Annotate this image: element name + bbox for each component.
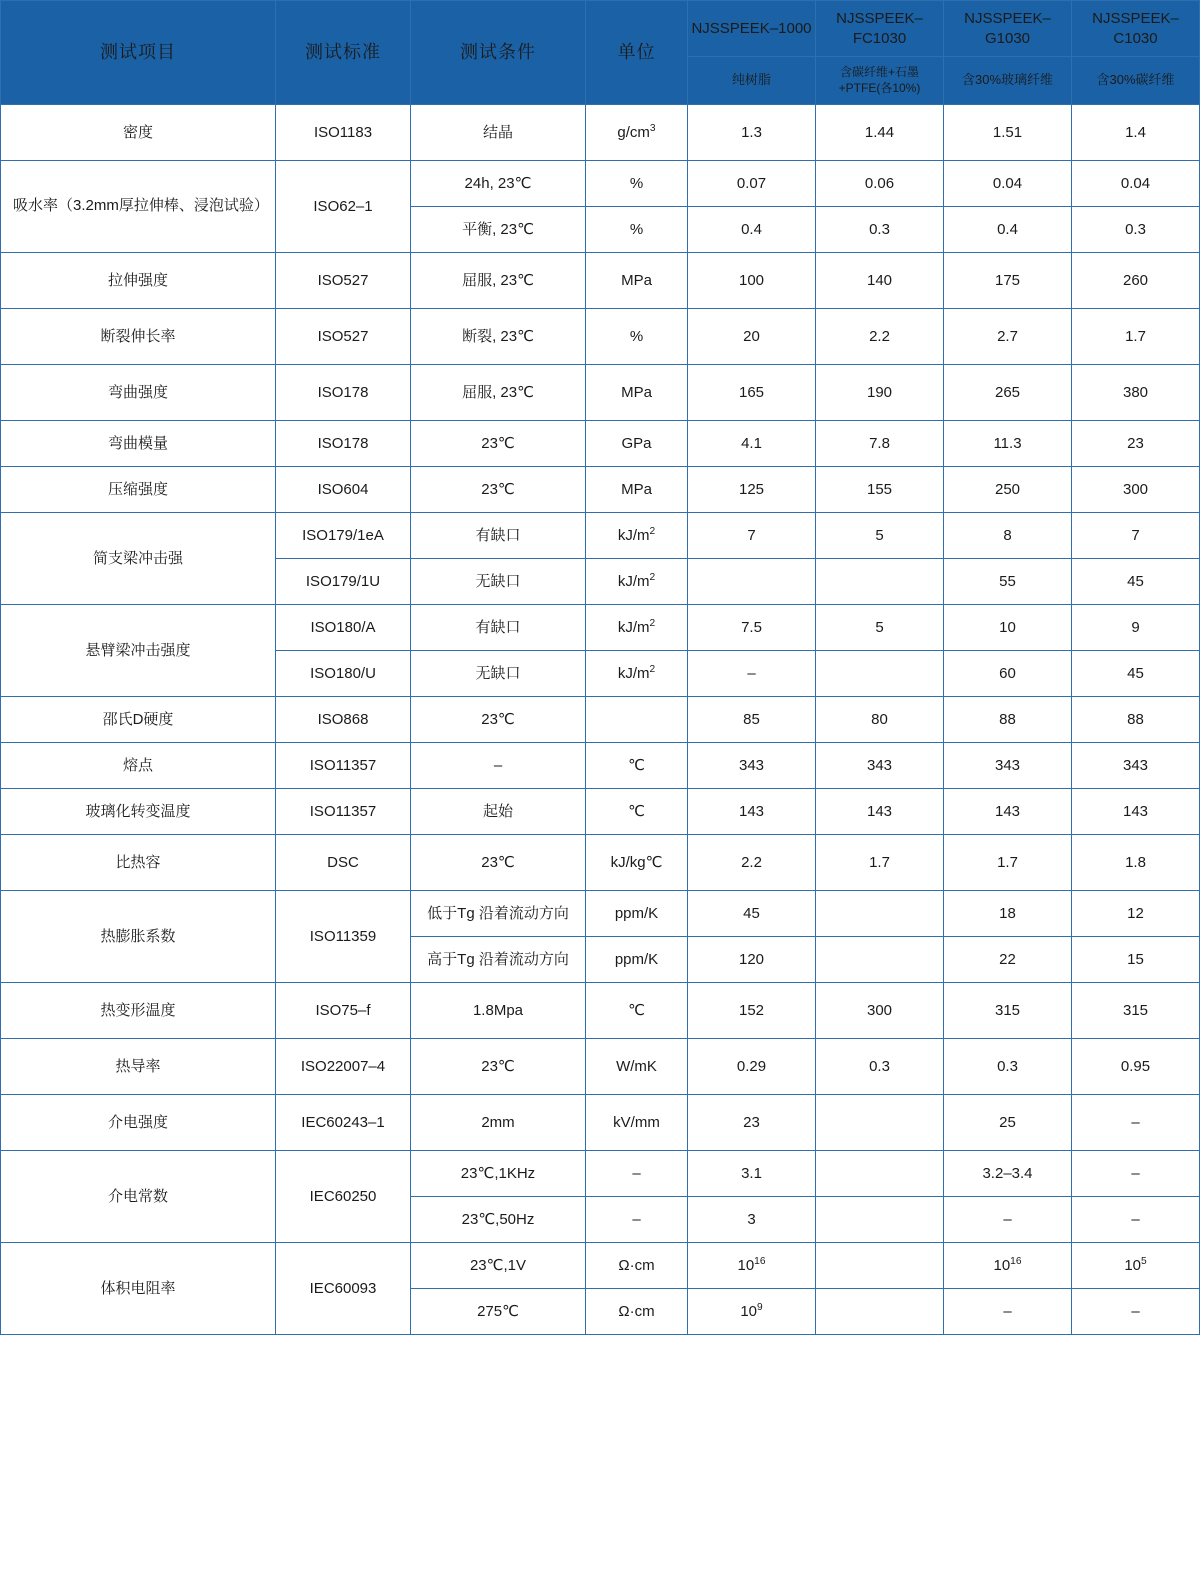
cell-value-grade-1 <box>688 559 816 605</box>
cell-test-standard: ISO1183 <box>276 105 411 161</box>
cell-value-grade-3: 0.4 <box>944 207 1072 253</box>
cell-value-grade-2: 5 <box>816 513 944 559</box>
table-row <box>1 1039 1200 1095</box>
cell-test-item: 拉伸强度 <box>1 253 276 309</box>
cell-test-standard: ISO62–1 <box>276 161 411 253</box>
cell-value-grade-4: – <box>1072 1289 1200 1335</box>
cell-value-grade-2 <box>816 1197 944 1243</box>
table-row <box>1 697 1200 743</box>
cell-value-grade-2: 143 <box>816 789 944 835</box>
cell-test-standard: ISO180/U <box>276 651 411 697</box>
table-row <box>1 891 1200 937</box>
cell-value-grade-4: 380 <box>1072 365 1200 421</box>
cell-value-grade-3: 343 <box>944 743 1072 789</box>
cell-test-item: 比热容 <box>1 835 276 891</box>
cell-unit: % <box>586 309 688 365</box>
table-row <box>1 467 1200 513</box>
cell-value-grade-4: 0.95 <box>1072 1039 1200 1095</box>
cell-test-condition: 23℃,50Hz <box>411 1197 586 1243</box>
cell-test-item: 熔点 <box>1 743 276 789</box>
cell-unit: ℃ <box>586 983 688 1039</box>
table-row <box>1 743 1200 789</box>
cell-test-condition: 275℃ <box>411 1289 586 1335</box>
header-grade-1: NJSSPEEK–1000 <box>688 1 816 57</box>
cell-test-item: 吸水率（3.2mm厚拉伸棒、浸泡试验） <box>1 161 276 253</box>
cell-unit: % <box>586 207 688 253</box>
cell-value-grade-3: 11.3 <box>944 421 1072 467</box>
cell-unit: MPa <box>586 467 688 513</box>
cell-test-item: 热导率 <box>1 1039 276 1095</box>
table-row <box>1 105 1200 161</box>
cell-value-grade-2: 1.44 <box>816 105 944 161</box>
cell-value-grade-3: 315 <box>944 983 1072 1039</box>
cell-unit: $kJ/m^2$ <box>586 559 688 605</box>
cell-test-standard: ISO22007–4 <box>276 1039 411 1095</box>
table-row <box>1 605 1200 651</box>
cell-unit: % <box>586 161 688 207</box>
cell-test-item: 悬臂梁冲击强度 <box>1 605 276 697</box>
cell-test-condition: 无缺口 <box>411 559 586 605</box>
table-row <box>1 789 1200 835</box>
cell-value-grade-3: 10 <box>944 605 1072 651</box>
cell-value-grade-1: 143 <box>688 789 816 835</box>
cell-test-standard: IEC60093 <box>276 1243 411 1335</box>
header-condition: 测试条件 <box>411 1 586 105</box>
cell-value-grade-2 <box>816 1289 944 1335</box>
cell-value-grade-3: $10^{16}$ <box>944 1243 1072 1289</box>
cell-test-item: 介电强度 <box>1 1095 276 1151</box>
table-row <box>1 1151 1200 1197</box>
cell-unit: W/mK <box>586 1039 688 1095</box>
cell-value-grade-3: 1.51 <box>944 105 1072 161</box>
cell-value-grade-3: 0.04 <box>944 161 1072 207</box>
cell-unit: ℃ <box>586 789 688 835</box>
cell-test-condition: 无缺口 <box>411 651 586 697</box>
cell-value-grade-1: 125 <box>688 467 816 513</box>
cell-test-standard: IEC60243–1 <box>276 1095 411 1151</box>
cell-value-grade-4: 1.7 <box>1072 309 1200 365</box>
cell-value-grade-1: – <box>688 651 816 697</box>
table-row <box>1 161 1200 207</box>
cell-value-grade-1: 165 <box>688 365 816 421</box>
cell-unit: MPa <box>586 365 688 421</box>
cell-value-grade-1: 343 <box>688 743 816 789</box>
cell-test-condition: 结晶 <box>411 105 586 161</box>
cell-test-item: 邵氏D硬度 <box>1 697 276 743</box>
cell-test-standard: ISO527 <box>276 309 411 365</box>
cell-test-condition: 断裂, 23℃ <box>411 309 586 365</box>
cell-test-standard: ISO11359 <box>276 891 411 983</box>
cell-test-condition: 有缺口 <box>411 513 586 559</box>
cell-value-grade-2: 1.7 <box>816 835 944 891</box>
cell-value-grade-4: 7 <box>1072 513 1200 559</box>
cell-value-grade-4: 315 <box>1072 983 1200 1039</box>
cell-test-condition: 23℃ <box>411 467 586 513</box>
cell-value-grade-3: 18 <box>944 891 1072 937</box>
cell-value-grade-2: 0.3 <box>816 207 944 253</box>
cell-value-grade-4: 12 <box>1072 891 1200 937</box>
cell-value-grade-1: 1.3 <box>688 105 816 161</box>
table-row <box>1 1095 1200 1151</box>
cell-value-grade-1: $10^9$ <box>688 1289 816 1335</box>
cell-value-grade-4: 88 <box>1072 697 1200 743</box>
table-body <box>1 105 1200 1335</box>
cell-test-condition: 屈服, 23℃ <box>411 253 586 309</box>
cell-value-grade-3: – <box>944 1197 1072 1243</box>
cell-test-condition: 23℃ <box>411 835 586 891</box>
cell-value-grade-4: 260 <box>1072 253 1200 309</box>
cell-value-grade-4: $10^5$ <box>1072 1243 1200 1289</box>
cell-test-standard: ISO179/1U <box>276 559 411 605</box>
cell-value-grade-4: 300 <box>1072 467 1200 513</box>
cell-value-grade-1: $10^{16}$ <box>688 1243 816 1289</box>
cell-value-grade-3: 3.2–3.4 <box>944 1151 1072 1197</box>
cell-test-standard: IEC60250 <box>276 1151 411 1243</box>
cell-value-grade-3: 1.7 <box>944 835 1072 891</box>
cell-test-standard: ISO179/1eA <box>276 513 411 559</box>
cell-value-grade-2: 5 <box>816 605 944 651</box>
cell-unit <box>586 697 688 743</box>
table-row <box>1 253 1200 309</box>
header-unit: 单位 <box>586 1 688 105</box>
cell-unit: ℃ <box>586 743 688 789</box>
cell-value-grade-3: 25 <box>944 1095 1072 1151</box>
cell-value-grade-4: 143 <box>1072 789 1200 835</box>
header-grade-3: NJSSPEEK–G1030 <box>944 1 1072 57</box>
table-row <box>1 983 1200 1039</box>
cell-value-grade-2: 300 <box>816 983 944 1039</box>
cell-test-item: 压缩强度 <box>1 467 276 513</box>
table-row <box>1 513 1200 559</box>
cell-value-grade-1: 120 <box>688 937 816 983</box>
cell-value-grade-1: 85 <box>688 697 816 743</box>
cell-value-grade-2 <box>816 1095 944 1151</box>
cell-test-item: 介电常数 <box>1 1151 276 1243</box>
cell-value-grade-4: 343 <box>1072 743 1200 789</box>
table-row <box>1 421 1200 467</box>
cell-unit: – <box>586 1197 688 1243</box>
cell-value-grade-3: 143 <box>944 789 1072 835</box>
cell-test-item: 弯曲强度 <box>1 365 276 421</box>
cell-value-grade-3: 22 <box>944 937 1072 983</box>
cell-value-grade-1: 7 <box>688 513 816 559</box>
cell-unit: $kJ/m^2$ <box>586 513 688 559</box>
header-grade-desc-1: 纯树脂 <box>688 57 816 105</box>
header-item: 测试项目 <box>1 1 276 105</box>
cell-value-grade-3: 8 <box>944 513 1072 559</box>
cell-value-grade-1: 3.1 <box>688 1151 816 1197</box>
cell-value-grade-4: – <box>1072 1197 1200 1243</box>
cell-unit: ppm/K <box>586 937 688 983</box>
cell-test-standard: ISO180/A <box>276 605 411 651</box>
cell-value-grade-4: 23 <box>1072 421 1200 467</box>
cell-value-grade-2: 2.2 <box>816 309 944 365</box>
cell-test-standard: ISO75–f <box>276 983 411 1039</box>
cell-value-grade-1: 4.1 <box>688 421 816 467</box>
cell-value-grade-1: 2.2 <box>688 835 816 891</box>
cell-value-grade-3: 250 <box>944 467 1072 513</box>
cell-value-grade-2: 0.3 <box>816 1039 944 1095</box>
cell-value-grade-2 <box>816 891 944 937</box>
cell-test-standard: ISO11357 <box>276 789 411 835</box>
cell-test-condition: 高于Tg 沿着流动方向 <box>411 937 586 983</box>
cell-value-grade-1: 7.5 <box>688 605 816 651</box>
cell-test-item: 断裂伸长率 <box>1 309 276 365</box>
cell-value-grade-4: 15 <box>1072 937 1200 983</box>
cell-value-grade-2: 0.06 <box>816 161 944 207</box>
table-row <box>1 365 1200 421</box>
cell-test-condition: 23℃ <box>411 421 586 467</box>
cell-unit: ppm/K <box>586 891 688 937</box>
header-grade-desc-3: 含30%玻璃纤维 <box>944 57 1072 105</box>
cell-test-condition: 23℃,1KHz <box>411 1151 586 1197</box>
cell-unit: kV/mm <box>586 1095 688 1151</box>
cell-test-item: 弯曲模量 <box>1 421 276 467</box>
table-row <box>1 835 1200 891</box>
cell-test-condition: 有缺口 <box>411 605 586 651</box>
cell-test-item: 密度 <box>1 105 276 161</box>
cell-value-grade-2 <box>816 1243 944 1289</box>
cell-value-grade-3: 0.3 <box>944 1039 1072 1095</box>
cell-test-condition: 低于Tg 沿着流动方向 <box>411 891 586 937</box>
cell-test-condition: 23℃,1V <box>411 1243 586 1289</box>
cell-unit: Ω·cm <box>586 1289 688 1335</box>
cell-test-condition: 起始 <box>411 789 586 835</box>
cell-test-condition: 23℃ <box>411 1039 586 1095</box>
cell-value-grade-3: 88 <box>944 697 1072 743</box>
header-grade-4: NJSSPEEK–C1030 <box>1072 1 1200 57</box>
cell-test-item: 简支梁冲击强 <box>1 513 276 605</box>
cell-value-grade-2: 155 <box>816 467 944 513</box>
cell-value-grade-2: 190 <box>816 365 944 421</box>
cell-value-grade-4: 45 <box>1072 559 1200 605</box>
cell-value-grade-4: 0.04 <box>1072 161 1200 207</box>
cell-test-standard: ISO178 <box>276 421 411 467</box>
cell-test-standard: ISO178 <box>276 365 411 421</box>
cell-value-grade-1: 23 <box>688 1095 816 1151</box>
cell-value-grade-2: 7.8 <box>816 421 944 467</box>
cell-unit: MPa <box>586 253 688 309</box>
cell-value-grade-3: – <box>944 1289 1072 1335</box>
cell-value-grade-2: 80 <box>816 697 944 743</box>
cell-unit: – <box>586 1151 688 1197</box>
cell-test-item: 热膨胀系数 <box>1 891 276 983</box>
cell-unit: $kJ/m^2$ <box>586 651 688 697</box>
cell-value-grade-3: 175 <box>944 253 1072 309</box>
cell-value-grade-1: 152 <box>688 983 816 1039</box>
cell-unit: Ω·cm <box>586 1243 688 1289</box>
cell-test-item: 玻璃化转变温度 <box>1 789 276 835</box>
table-row <box>1 1243 1200 1289</box>
cell-value-grade-1: 20 <box>688 309 816 365</box>
table-header <box>1 1 1200 105</box>
cell-unit: kJ/kg℃ <box>586 835 688 891</box>
table-row <box>1 309 1200 365</box>
cell-value-grade-4: 45 <box>1072 651 1200 697</box>
cell-value-grade-4: 9 <box>1072 605 1200 651</box>
cell-value-grade-4: 0.3 <box>1072 207 1200 253</box>
header-grade-2: NJSSPEEK–FC1030 <box>816 1 944 57</box>
cell-value-grade-2 <box>816 937 944 983</box>
cell-unit: $kJ/m^2$ <box>586 605 688 651</box>
cell-test-standard: ISO527 <box>276 253 411 309</box>
cell-value-grade-2: 343 <box>816 743 944 789</box>
cell-value-grade-1: 0.4 <box>688 207 816 253</box>
cell-value-grade-3: 55 <box>944 559 1072 605</box>
cell-test-condition: 2mm <box>411 1095 586 1151</box>
cell-test-condition: 屈服, 23℃ <box>411 365 586 421</box>
cell-value-grade-3: 2.7 <box>944 309 1072 365</box>
cell-value-grade-2 <box>816 1151 944 1197</box>
cell-unit: $g/cm^3$ <box>586 105 688 161</box>
cell-value-grade-1: 0.07 <box>688 161 816 207</box>
cell-value-grade-2 <box>816 559 944 605</box>
header-grade-desc-2: 含碳纤维+石墨+PTFE(各10%) <box>816 57 944 105</box>
cell-value-grade-4: 1.4 <box>1072 105 1200 161</box>
header-grade-desc-4: 含30%碳纤维 <box>1072 57 1200 105</box>
cell-test-item: 热变形温度 <box>1 983 276 1039</box>
cell-value-grade-4: – <box>1072 1095 1200 1151</box>
cell-test-standard: DSC <box>276 835 411 891</box>
cell-unit: GPa <box>586 421 688 467</box>
cell-test-condition: 1.8Mpa <box>411 983 586 1039</box>
header-standard: 测试标准 <box>276 1 411 105</box>
cell-value-grade-1: 45 <box>688 891 816 937</box>
cell-test-condition: 平衡, 23℃ <box>411 207 586 253</box>
cell-test-condition: 24h, 23℃ <box>411 161 586 207</box>
cell-test-standard: ISO11357 <box>276 743 411 789</box>
cell-test-standard: ISO868 <box>276 697 411 743</box>
cell-test-condition: 23℃ <box>411 697 586 743</box>
cell-test-condition: – <box>411 743 586 789</box>
cell-value-grade-2 <box>816 651 944 697</box>
cell-value-grade-1: 100 <box>688 253 816 309</box>
cell-value-grade-4: 1.8 <box>1072 835 1200 891</box>
cell-value-grade-3: 60 <box>944 651 1072 697</box>
cell-value-grade-1: 0.29 <box>688 1039 816 1095</box>
cell-value-grade-2: 140 <box>816 253 944 309</box>
cell-value-grade-1: 3 <box>688 1197 816 1243</box>
cell-value-grade-4: – <box>1072 1151 1200 1197</box>
cell-test-item: 体积电阻率 <box>1 1243 276 1335</box>
cell-value-grade-3: 265 <box>944 365 1072 421</box>
cell-test-standard: ISO604 <box>276 467 411 513</box>
